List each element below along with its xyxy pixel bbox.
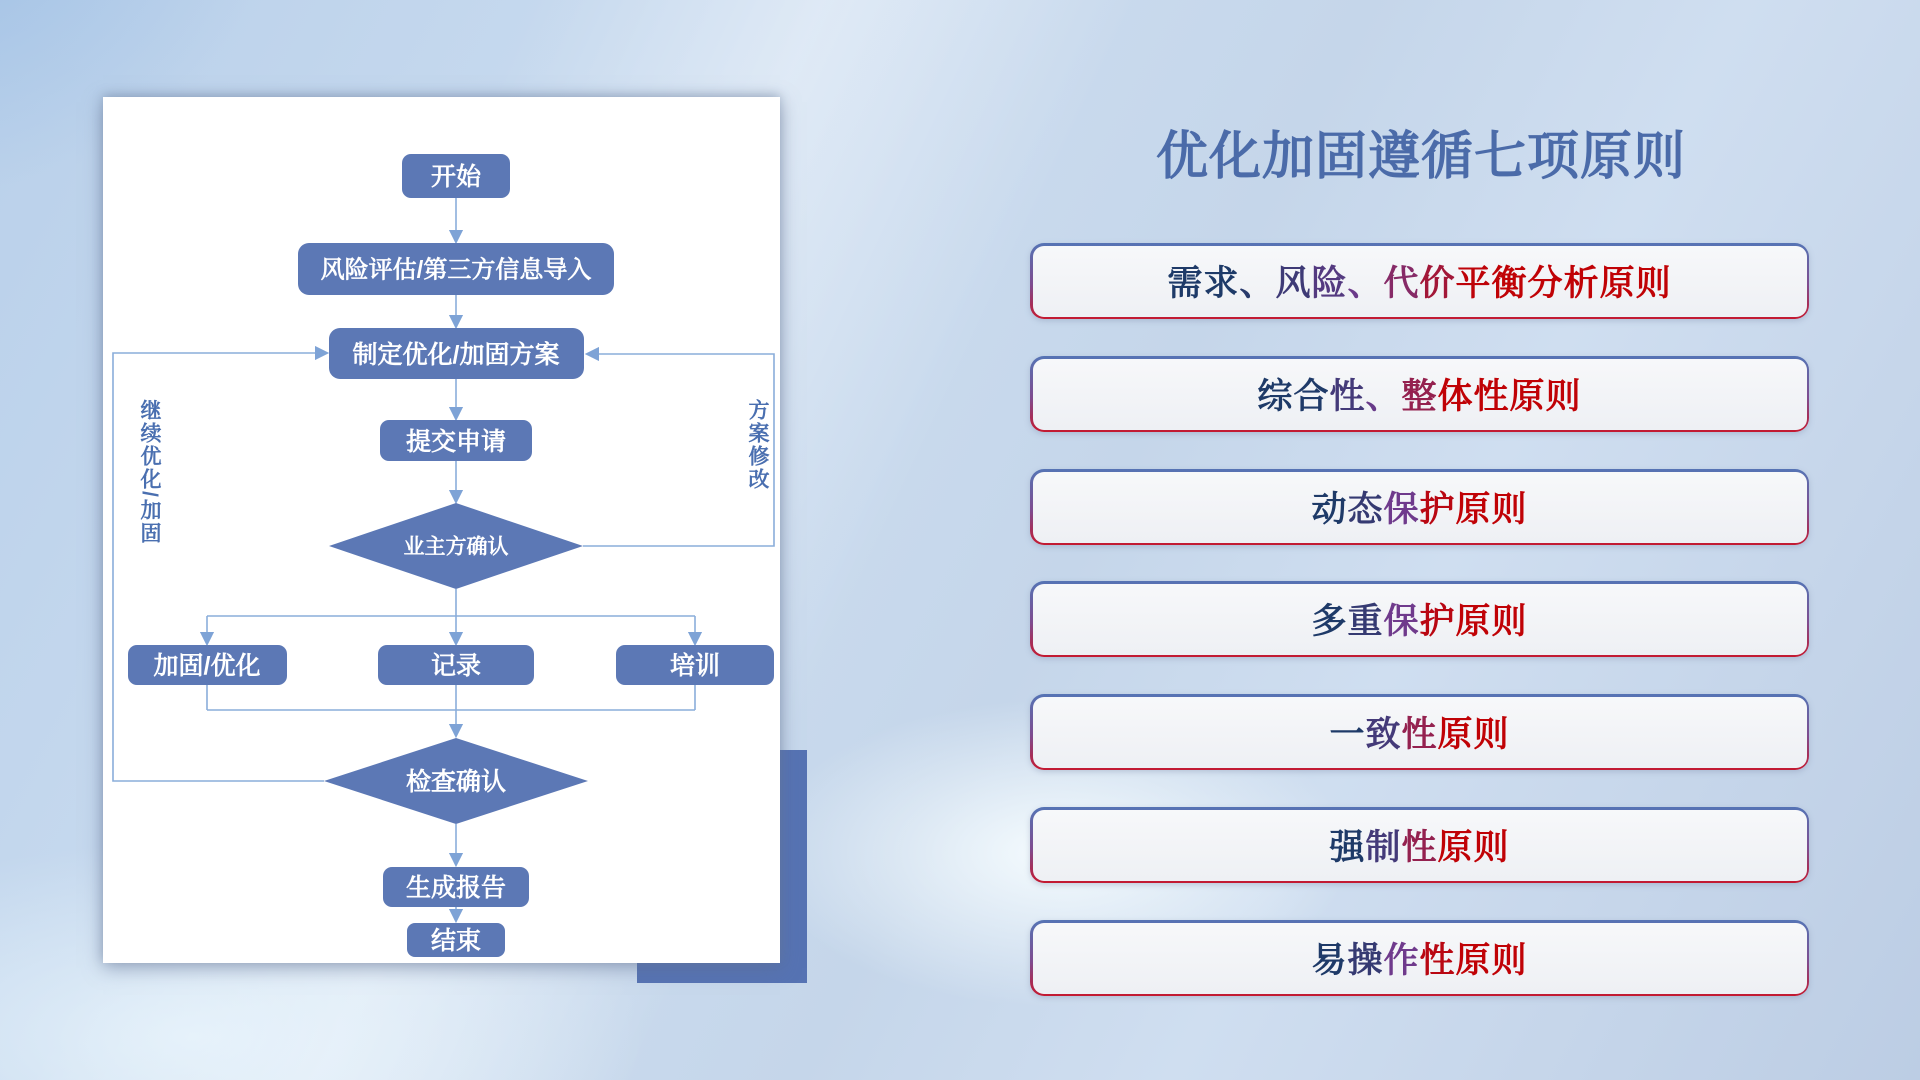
flow-node-risk-label: 风险评估/第三方信息导入: [320, 256, 592, 284]
principle-text-5: 一致性原则: [1329, 715, 1510, 754]
flow-label-continue-optimize: 继续优化/加固: [138, 399, 161, 545]
principle-box-1: [1030, 243, 1809, 319]
principle-text-2: 综合性、整体性原则: [1257, 377, 1582, 416]
flow-label-plan-revise: 方案修改: [746, 399, 769, 491]
flow-node-make-plan: [329, 328, 584, 379]
flow-node-owner-confirm-label: 业主方确认: [403, 535, 509, 559]
flow-node-submit-label: 提交申请: [405, 427, 507, 456]
principle-box-4: [1030, 581, 1809, 657]
principle-box-7-inner: [1033, 923, 1807, 994]
principle-text-1: 需求、风险、代价平衡分析原则: [1167, 264, 1672, 303]
flowchart-card: [103, 97, 780, 963]
principle-box-2: [1030, 356, 1809, 432]
flow-node-start: [402, 154, 510, 198]
principle-box-2-inner: [1033, 359, 1807, 430]
flow-node-record-label: 记录: [430, 651, 482, 680]
principle-box-5-inner: [1033, 697, 1807, 768]
principle-box-3-inner: [1033, 472, 1807, 543]
flow-node-end-label: 结束: [430, 926, 482, 955]
flow-node-record: [378, 645, 534, 685]
flowchart-diagram: [103, 97, 780, 963]
principle-box-3: [1030, 469, 1809, 545]
flow-node-risk-assess: [298, 243, 614, 295]
flow-node-report: [383, 867, 529, 907]
flow-node-training: [616, 645, 774, 685]
principle-text-7: 易操作性原则: [1311, 941, 1528, 980]
flow-node-reinforce: [128, 645, 287, 685]
flow-node-start-label: 开始: [430, 162, 482, 191]
flow-node-training-label: 培训: [669, 651, 721, 680]
flow-node-plan-label: 制定优化/加固方案: [352, 340, 560, 369]
flow-node-report-label: 生成报告: [405, 873, 507, 902]
principle-text-4: 多重保护原则: [1311, 602, 1528, 641]
flow-node-check-confirm: [324, 738, 588, 824]
flow-node-end: [407, 923, 505, 957]
flow-node-reinforce-label: 加固/优化: [153, 651, 261, 680]
connector-branch-join: [207, 685, 695, 710]
flow-node-submit: [380, 420, 532, 461]
principle-box-6-inner: [1033, 810, 1807, 881]
principle-box-5: [1030, 694, 1809, 770]
principle-box-6: [1030, 807, 1809, 883]
page-title: 优化加固遵循七项原则: [1155, 128, 1686, 186]
principle-box-7: [1030, 920, 1809, 996]
principle-text-6: 强制性原则: [1329, 828, 1510, 867]
principle-box-1-inner: [1033, 246, 1807, 317]
flow-node-check-confirm-label: 检查确认: [405, 767, 507, 796]
flow-node-owner-confirm: [329, 503, 583, 589]
principle-text-3: 动态保护原则: [1311, 490, 1528, 529]
principle-box-4-inner: [1033, 584, 1807, 655]
connector-branch-split: [207, 589, 695, 616]
